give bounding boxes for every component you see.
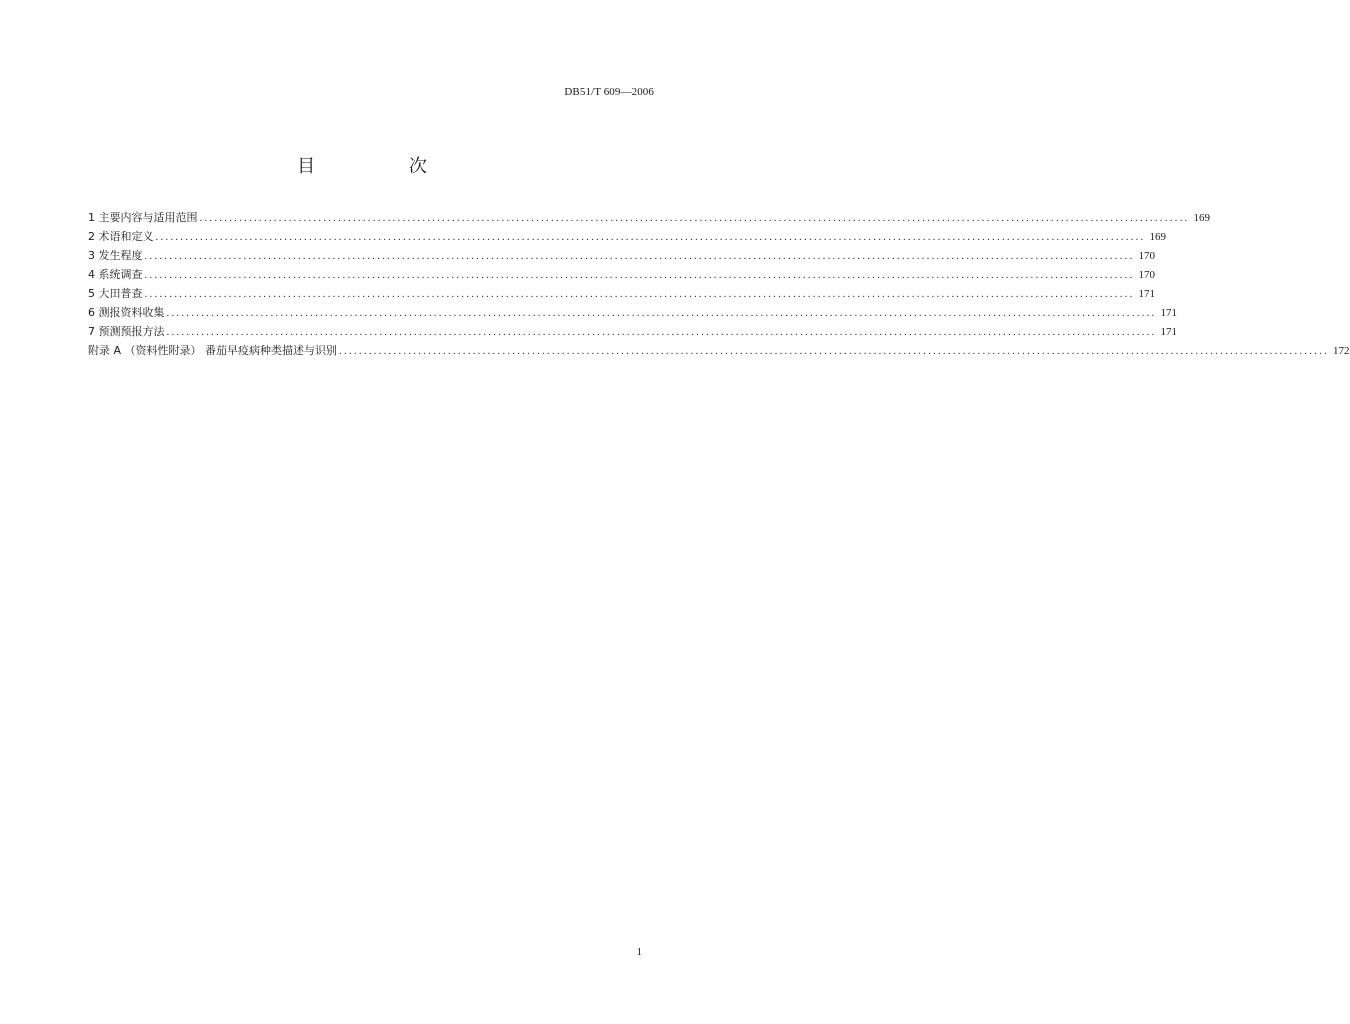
page-number: 1	[636, 946, 642, 958]
toc-leader: ........................................................................................................................................................................................................	[199, 212, 1190, 224]
toc-entry[interactable]	[88, 323, 1177, 342]
toc-entry[interactable]	[88, 247, 1155, 266]
toc-entry[interactable]	[88, 228, 1166, 247]
toc-entry[interactable]	[88, 266, 1155, 285]
toc-entry-page: 170	[1138, 250, 1155, 262]
toc-entry-label: 5 大田普查	[88, 287, 143, 300]
toc-entry[interactable]	[88, 342, 1350, 361]
toc-entry-page: 171	[1160, 307, 1177, 319]
toc-leader: ........................................................................................................................................................................................................	[144, 250, 1135, 262]
toc-entry-page: 170	[1138, 269, 1155, 281]
toc-entry-page: 171	[1160, 326, 1177, 338]
toc-entry[interactable]	[88, 209, 1210, 228]
toc-leader: ........................................................................................................................................................................................................	[166, 326, 1157, 338]
toc-title: 目 次	[297, 156, 471, 177]
toc-entry[interactable]	[88, 285, 1155, 304]
toc-entry-label: 4 系统调查	[88, 268, 143, 281]
toc-entry-label: 7 预测预报方法	[88, 325, 165, 338]
document-code: DB51/T 609—2006	[564, 86, 654, 98]
toc-leader: ........................................................................................................................................................................................................	[339, 345, 1330, 357]
toc-leader: ........................................................................................................................................................................................................	[144, 288, 1135, 300]
toc-entry-page: 169	[1193, 212, 1210, 224]
toc-entry[interactable]	[88, 304, 1177, 323]
toc-entry-page: 169	[1149, 231, 1166, 243]
toc-list	[88, 209, 1350, 361]
toc-entry-label: 2 术语和定义	[88, 230, 154, 243]
toc-entry-label: 3 发生程度	[88, 249, 143, 262]
toc-leader: ........................................................................................................................................................................................................	[155, 231, 1146, 243]
toc-entry-label: 附录 A （资料性附录） 番茄早疫病种类描述与识别	[88, 344, 338, 357]
toc-entry-label: 6 测报资料收集	[88, 306, 165, 319]
toc-entry-page: 171	[1138, 288, 1155, 300]
toc-leader: ........................................................................................................................................................................................................	[144, 269, 1135, 281]
toc-entry-page: 172	[1333, 345, 1350, 357]
toc-leader: ........................................................................................................................................................................................................	[166, 307, 1157, 319]
toc-entry-label: 1 主要内容与适用范围	[88, 211, 198, 224]
